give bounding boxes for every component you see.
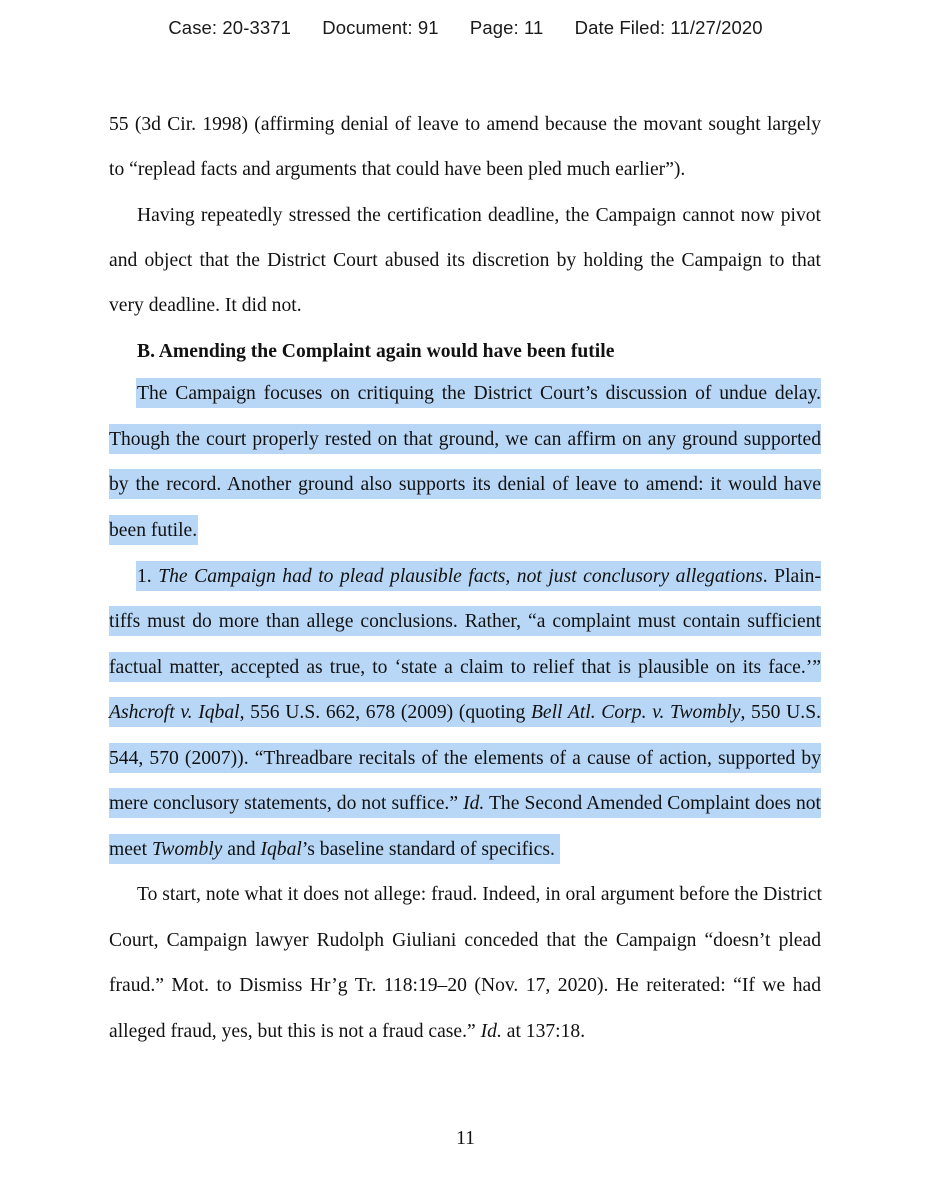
document-number: Document: 91 <box>322 17 439 38</box>
page-indicator: Page: 11 <box>469 17 544 38</box>
text-line: to “replead facts and arguments that could have been pled much earlier”). <box>109 159 686 180</box>
case-header <box>0 17 931 39</box>
text-line: mere conclusory statements, do not suffice.” Id. The Second Amended Complaint does not <box>109 793 821 814</box>
text-line: been futile. <box>109 520 198 541</box>
text-line: Court, Campaign lawyer Rudolph Giuliani conceded that the Campaign “doesn’t plead <box>109 930 821 951</box>
text-line: by the record. Another ground also supports its denial of leave to amend: it would have <box>109 474 821 495</box>
text-line: 55 (3d Cir. 1998) (affirming denial of leave to amend because the movant sought largely <box>109 114 821 135</box>
section-heading: B. Amending the Complaint again would have been futile <box>137 341 615 362</box>
text-line: very deadline. It did not. <box>109 295 302 316</box>
text-line: To start, note what it does not allege: fraud. Indeed, in oral argument before the District <box>137 884 822 905</box>
text-line: and object that the District Court abused its discretion by holding the Campaign to that <box>109 250 821 271</box>
text-line: alleged fraud, yes, but this is not a fraud case.” Id. at 137:18. <box>109 1021 586 1042</box>
case-number: Case: 20-3371 <box>168 17 292 38</box>
text-line: fraud.” Mot. to Dismiss Hr’g Tr. 118:19–20 (Nov. 17, 2020). He reiterated: “If we had <box>109 975 821 996</box>
text-line: meet Twombly and Iqbal’s baseline standard of specifics. <box>109 839 555 860</box>
text-line: tiffs must do more than allege conclusions. Rather, “a complaint must contain sufficient <box>109 611 821 632</box>
text-line: 544, 570 (2007)). “Threadbare recitals of the elements of a cause of action, supported by <box>109 748 821 769</box>
text-line: Having repeatedly stressed the certification deadline, the Campaign cannot now pivot <box>137 205 821 226</box>
page-number: 11 <box>456 1128 475 1149</box>
text-line: Though the court properly rested on that ground, we can affirm on any ground supported <box>109 429 821 450</box>
text-line: The Campaign focuses on critiquing the District Court’s discussion of undue delay. <box>137 383 821 404</box>
text-line: factual matter, accepted as true, to ‘state a claim to relief that is plausible on its face.’” <box>109 657 821 678</box>
text-line: Ashcroft v. Iqbal, 556 U.S. 662, 678 (2009) (quoting Bell Atl. Corp. v. Twombly, 550 U.S. <box>109 702 821 723</box>
text-line: 1. The Campaign had to plead plausible facts, not just conclusory allegations. Plain- <box>137 566 821 587</box>
date-filed: Date Filed: 11/27/2020 <box>574 17 763 38</box>
